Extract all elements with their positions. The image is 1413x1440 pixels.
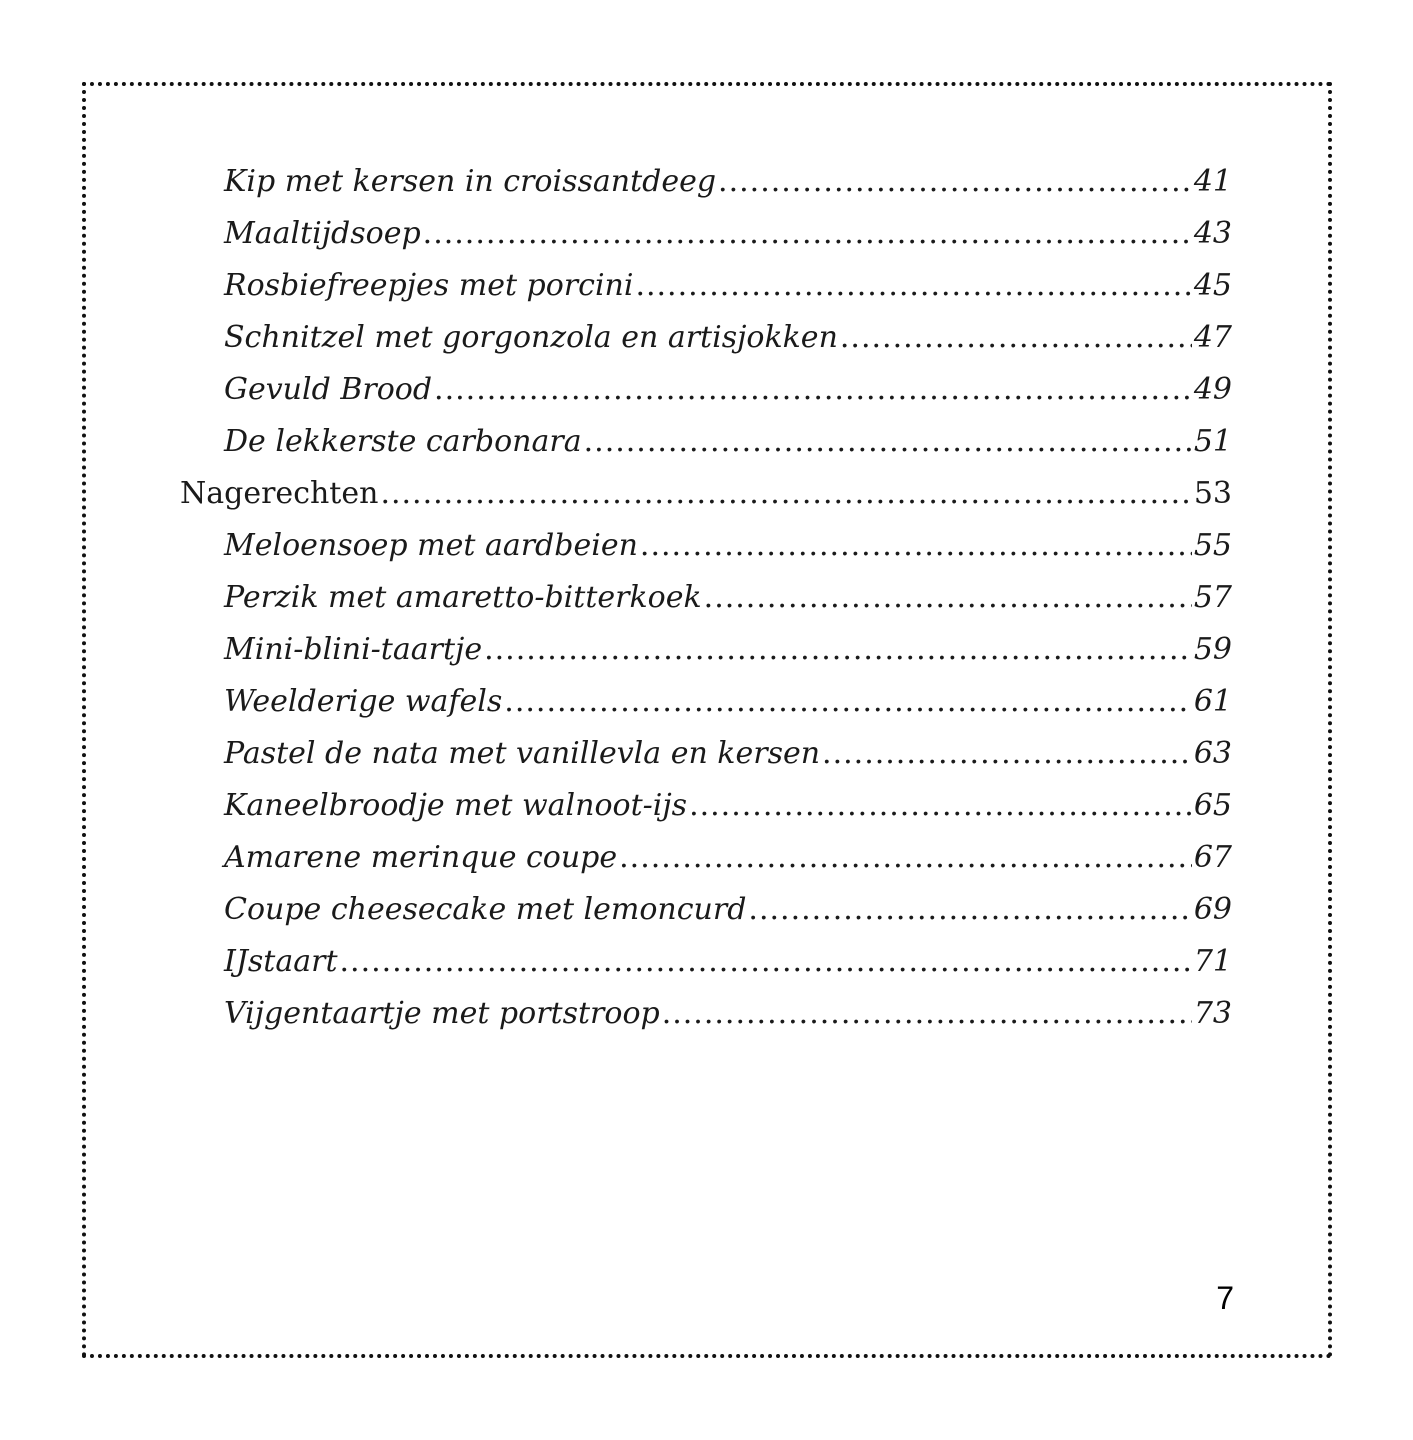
table-of-contents [180,156,1232,1040]
toc-entry[interactable] [180,260,1232,312]
dot-leader [380,468,1191,520]
toc-entry-page: 43 [1193,216,1232,251]
toc-entry-title: De lekkerste carbonara [224,424,582,459]
dot-leader [704,572,1192,624]
dot-leader [340,936,1192,988]
toc-entry-title: Mini-blini-taartje [224,632,483,667]
dot-leader [640,520,1192,572]
dot-leader [822,728,1192,780]
toc-entry-title: Coupe cheesecake met lemoncurd [224,892,747,927]
dot-leader [840,312,1192,364]
toc-entry-page: 67 [1193,840,1232,875]
toc-entry-title: Meloensoep met aardbeien [224,528,638,563]
toc-entry[interactable] [180,416,1232,468]
toc-entry[interactable] [180,624,1232,676]
toc-entry[interactable] [180,364,1232,416]
toc-entry-page: 45 [1193,268,1232,303]
toc-entry-title: IJstaart [224,944,338,979]
toc-entry-title: Amarene merinque coupe [224,840,618,875]
toc-entry-title: Gevuld Brood [224,372,433,407]
toc-entry-page: 49 [1193,372,1232,407]
toc-entry[interactable] [180,936,1232,988]
dot-leader [662,988,1192,1040]
toc-section-heading[interactable] [180,468,1232,520]
dot-leader [619,832,1192,884]
toc-entry-page: 41 [1193,164,1232,199]
toc-entry[interactable] [180,520,1232,572]
toc-entry[interactable] [180,312,1232,364]
toc-entry-page: 59 [1193,632,1232,667]
toc-entry-page: 47 [1193,320,1232,355]
toc-entry-page: 51 [1193,424,1232,459]
dot-leader [718,156,1192,208]
page-number: 7 [1216,1280,1234,1316]
toc-entry-page: 61 [1193,684,1232,719]
toc-entry[interactable] [180,988,1232,1040]
toc-entry-title: Vijgentaartje met portstroop [224,996,660,1031]
toc-entry-title: Maaltijdsoep [224,216,421,251]
dot-leader [484,624,1192,676]
dot-leader [504,676,1192,728]
toc-entry[interactable] [180,728,1232,780]
toc-entry-page: 69 [1193,892,1232,927]
toc-entry[interactable] [180,676,1232,728]
toc-section-page: 53 [1193,476,1232,511]
toc-entry-title: Weelderige wafels [224,684,503,719]
toc-entry-title: Schnitzel met gorgonzola en artisjokken [224,320,838,355]
toc-entry-page: 71 [1193,944,1232,979]
toc-entry-page: 57 [1193,580,1232,615]
toc-entry-title: Kip met kersen in croissantdeeg [224,164,717,199]
toc-entry[interactable] [180,572,1232,624]
toc-entry[interactable] [180,208,1232,260]
toc-entry-page: 65 [1193,788,1232,823]
dot-leader [635,260,1191,312]
toc-entry[interactable] [180,884,1232,936]
toc-section-title: Nagerechten [180,476,379,511]
toc-entry-page: 63 [1193,736,1232,771]
dot-leader [584,416,1192,468]
dot-leader [748,884,1191,936]
toc-entry-title: Pastel de nata met vanillevla en kersen [224,736,821,771]
toc-entry-page: 55 [1193,528,1232,563]
toc-entry-page: 73 [1193,996,1232,1031]
toc-entry[interactable] [180,156,1232,208]
toc-entry[interactable] [180,832,1232,884]
toc-entry-title: Rosbiefreepjes met porcini [224,268,634,303]
toc-entry[interactable] [180,780,1232,832]
dot-leader [689,780,1192,832]
dot-leader [423,208,1192,260]
toc-entry-title: Kaneelbroodje met walnoot-ijs [224,788,688,823]
toc-entry-title: Perzik met amaretto-bitterkoek [224,580,702,615]
dot-leader [434,364,1192,416]
